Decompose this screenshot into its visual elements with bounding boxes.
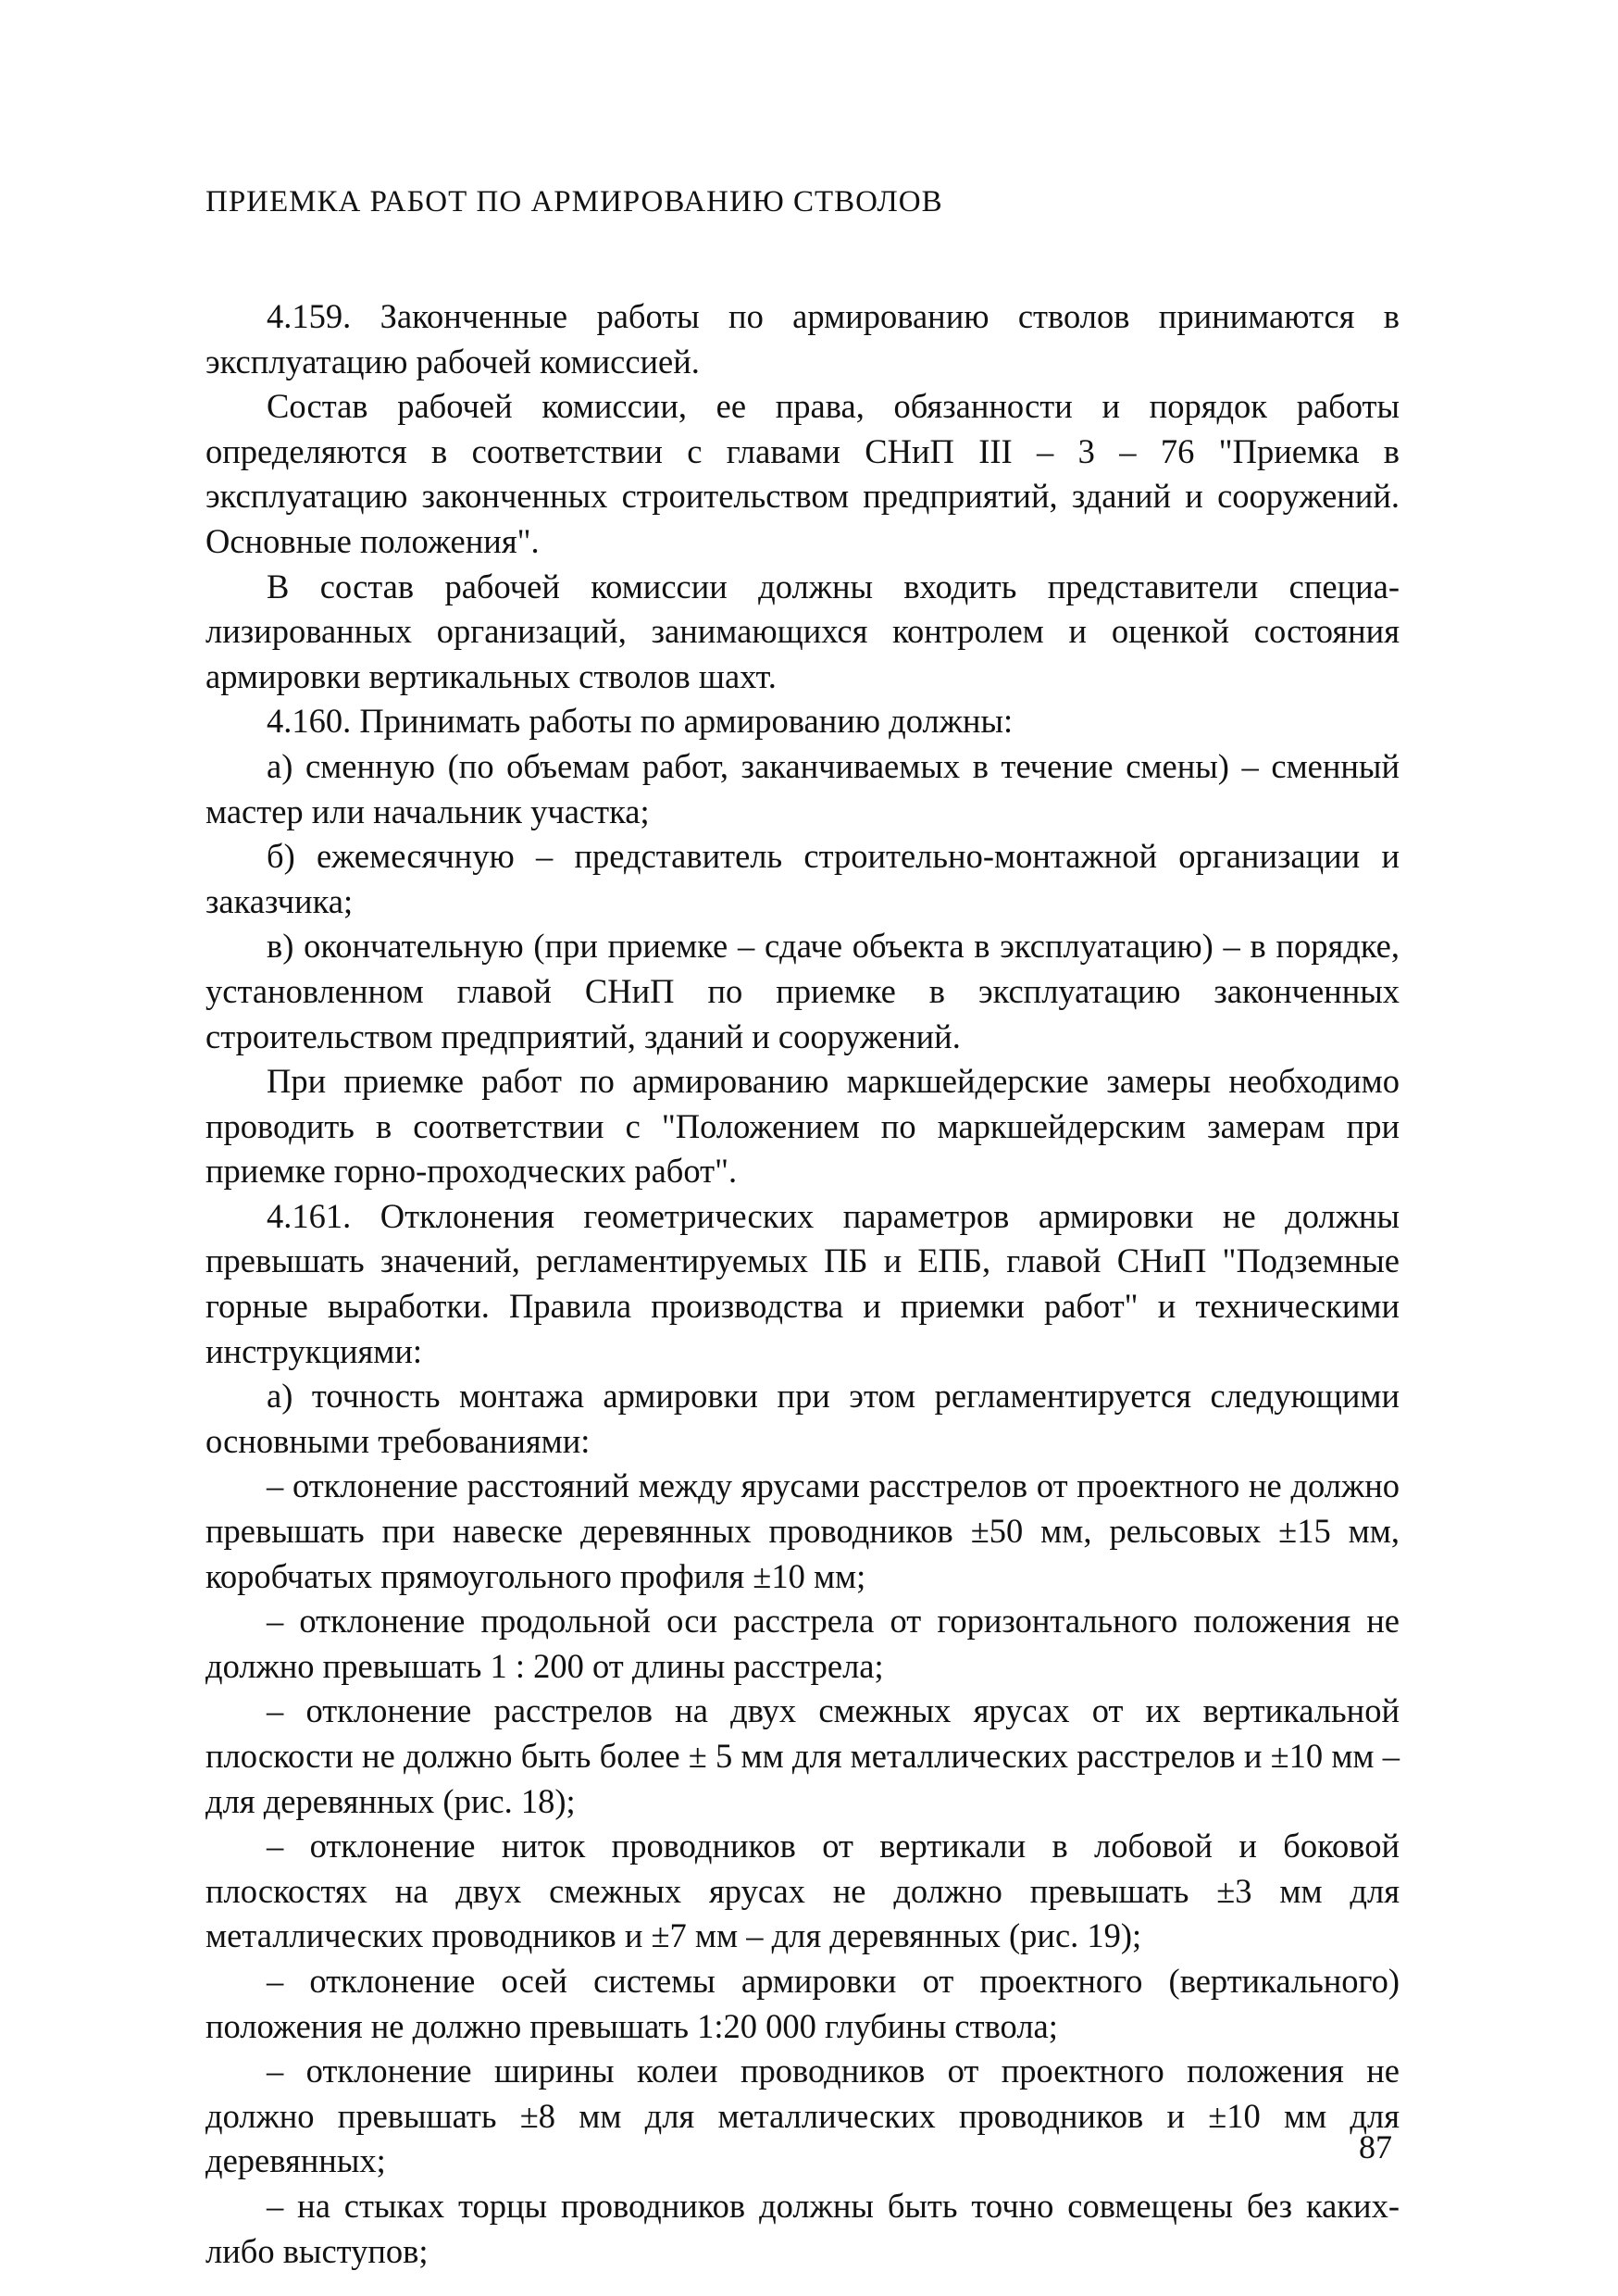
- paragraph: – отклонение расстрелов на двух смежных ярусах от их вертикальной плоскости не должно быть более ± 5 мм для металлических расстрелов и ±10 мм – для деревянных (рис. 18);: [205, 1691, 1400, 1820]
- page-number: 87: [1359, 2128, 1392, 2165]
- paragraph: – отклонение расстояний между ярусами расстрелов от проектного не должно превышать при навеске деревянных проводников ±50 мм, рельсовых ±15 мм, коробчатых прямоугольного профиля ±10 мм;: [205, 1466, 1400, 1595]
- paragraph: – отклонение ширины колеи проводников от проектного положения не должно превышать ±8 мм для металлических проводников и ±10 мм для деревянных;: [205, 2052, 1400, 2180]
- section-heading: ПРИЕМКА РАБОТ ПО АРМИРОВАНИЮ СТВОЛОВ: [205, 185, 943, 218]
- paragraph: 4.160. Принимать работы по армированию должны:: [267, 702, 1014, 741]
- paragraph: а) сменную (по объемам работ, заканчиваемых в течение смены) – сменный мастер или начальник участка;: [205, 746, 1400, 830]
- paragraph: – на стыках торцы проводников должны быть точно совмещены без каких-либо выступов;: [205, 2186, 1400, 2270]
- paragraph: Состав рабочей комиссии, ее права, обязанности и порядок работы определяются в соответствии с главами СНиП III – 3 – 76 "Приемка в эксплуатацию законченных строительством предприятий, зданий и сооружений. Основные положения".: [205, 387, 1400, 560]
- paragraph: 4.161. Отклонения геометрических параметров армировки не должны превышать значений, регламентируемых ПБ и ЕПБ, главой СНиП "Подземные горные выработки. Правила производства и приемки работ" и техническими инструкциями:: [205, 1196, 1400, 1370]
- paragraph: При приемке работ по армированию маркшейдерские замеры необходимо проводить в соответствии с "Положением по маркшейдерским замерам при приемке горно-проходческих работ".: [205, 1062, 1400, 1191]
- paragraph: а) точность монтажа армировки при этом регламентируется следующими основными требованиями:: [205, 1377, 1400, 1460]
- paragraph: – отклонение осей системы армировки от проектного (вертикального) положения не должно превышать 1:20 000 глубины ствола;: [205, 1961, 1400, 2045]
- paragraph: б) ежемесячную – представитель строительно-монтажной организации и заказчика;: [205, 837, 1400, 920]
- paragraph: в) окончательную (при приемке – сдаче объекта в эксплуатацию) – в порядке, установленном главой СНиП по приемке в эксплуатацию законченных строительством предприятий, зданий и сооружений.: [205, 927, 1400, 1055]
- paragraph: В состав рабочей комиссии должны входить представители специализированных организаций, занимающихся контролем и оценкой состояния армировки вертикальных стволов шахт.: [205, 567, 1400, 695]
- paragraph: 4.159. Законченные работы по армированию стволов принимаются в эксплуатацию рабочей комиссией.: [205, 297, 1400, 381]
- body-text: [205, 294, 1400, 2274]
- paragraph: – отклонение продольной оси расстрела от горизонтального положения не должно превышать 1 : 200 от длины расстрела;: [205, 1602, 1400, 1685]
- paragraph: – отклонение ниток проводников от вертикали в лобовой и боковой плоскостях на двух смежных ярусах не должно превышать ±3 мм для металлических проводников и ±7 мм – для деревянных (рис. 19);: [205, 1827, 1400, 1955]
